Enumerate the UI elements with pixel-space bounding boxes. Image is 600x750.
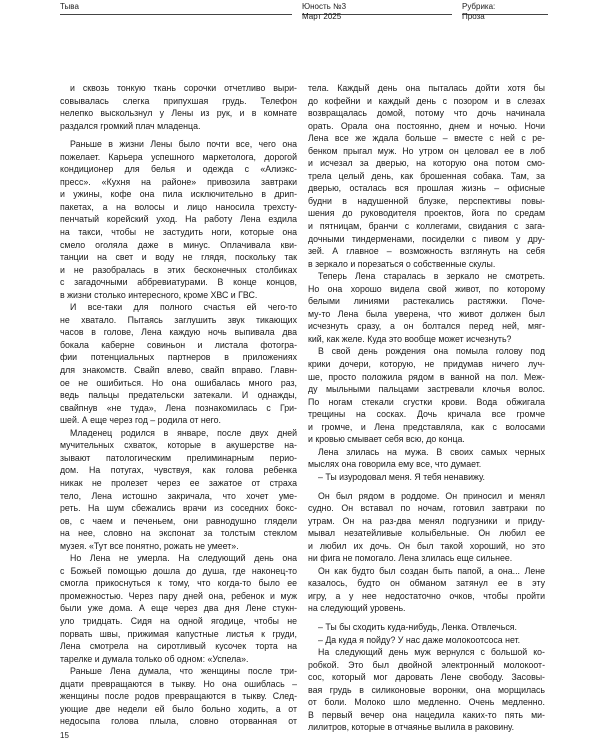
text-line: и не разобралась в этих бесконечных столбиках xyxy=(60,264,297,275)
text-line: бокала каберне совиньон и листала фотогра- xyxy=(60,339,297,350)
text-line: По ногам стекали сгустки крови. Вода обжигала xyxy=(308,396,545,407)
text-line: были уже дома. А еще через два дня Лене стукн- xyxy=(60,603,297,614)
text-line: В свой день рождения она помыла голову под xyxy=(318,346,545,357)
text-line: зывают патологическим прелиминарным перио- xyxy=(60,452,297,463)
text-line: ующие две недели ей было больно ходить, а от xyxy=(60,703,297,714)
text-line: часов в голове, Лена каждую ночь выпивала два xyxy=(60,327,297,338)
text-line: пенчатый корейский уход. На работу Лена ездила xyxy=(60,214,297,225)
text-line: будни в надушенной блузке, перспективы повы- xyxy=(308,195,545,206)
text-line: тело, Лена истошно закричала, что хочет уме- xyxy=(60,490,297,501)
text-line: не хватало. Пытаясь заглушить звук тикающих xyxy=(60,314,297,325)
text-line: Он был рядом в роддоме. Он приносил и менял xyxy=(318,490,545,501)
text-line: мыслях она говорила ему все, что думает. xyxy=(308,459,482,470)
text-line: Лена смотрела на сиротливый кусочек торта на xyxy=(60,641,297,652)
text-line: на следующий уровень. xyxy=(308,603,406,614)
text-line: пакетах, а на волосы и лицо наносила трехсту- xyxy=(60,201,297,212)
text-line: белыми линиями растекались растяжки. Поче- xyxy=(308,296,545,307)
text-line: от боли. Молоко шло медленно. Очень медленно. xyxy=(308,697,545,708)
text-line: Но Лена не умерла. На следующий день она xyxy=(70,553,297,564)
header-rubric xyxy=(462,2,495,22)
text-line: и любил их дочь. Он был такой хороший, но это xyxy=(308,540,545,551)
text-line: ведь пальцы предательски затекали. И однажды, xyxy=(60,390,297,401)
text-line: смело оголяла даже в минус. Оплачивала кви- xyxy=(60,239,297,250)
text-line: В первый вечер она нацедила каких-то пять ми- xyxy=(308,709,545,720)
text-line: свайпнув «не туда», Лена познакомилась с Гри- xyxy=(60,402,297,413)
text-line: до кофейни и каждый день с позором и в слезах xyxy=(308,95,545,106)
text-line: зей. А главное – возможность взглянуть на себя xyxy=(308,246,545,257)
text-line: порвать швы, прижимая капустные листья к груди, xyxy=(60,628,297,639)
text-line: Лена злилась на мужа. В своих самых черных xyxy=(318,446,545,457)
text-line: ов, с чаем и печеньем, они равнодушно глядели xyxy=(60,515,297,526)
text-line: сос, который мог даровать Лене свободу. Засовы- xyxy=(308,672,545,683)
text-line: танции на свет и воду не глядя, поскольку так xyxy=(60,252,297,263)
text-line: смогла прикоснуться к тому, что когда-то было ее xyxy=(60,578,297,589)
text-column-left xyxy=(60,82,297,728)
text-line: крики дочери, которую, не придумав ничего луч- xyxy=(308,359,545,370)
text-line: и исчезал за дверью, на которую она потом смо- xyxy=(308,158,545,169)
header-rule-region xyxy=(60,14,292,15)
text-line: на такси, чтобы не застудить ноги, которые она xyxy=(60,227,297,238)
text-line: мучительных схваток, которые в акушерстве на- xyxy=(60,440,297,451)
text-line: ше, просто положила рядом в ванной на пол. Меж- xyxy=(308,371,545,382)
text-line: недосыпа голова плыла, словно оторванная от xyxy=(60,716,297,727)
text-column-right xyxy=(308,82,545,734)
text-line: уло тридцать. Сидя на одной ягодице, чтобы не xyxy=(60,615,297,626)
text-line: орать. Орала она постоянно, днем и ночью. Ночи xyxy=(308,120,545,131)
text-line: в зеркало и порезаться о собственные скулы. xyxy=(308,258,496,269)
text-line: дом. На потугах, чувствуя, как голова ребенка xyxy=(60,465,297,476)
text-line: нелепко выскользнул у Лены из рук, и в комнате xyxy=(60,108,297,119)
text-line: Лена все же ждала больше – вместе с ней с ре- xyxy=(308,133,545,144)
text-line: И все-таки для полного счастья ей чего-то xyxy=(70,302,297,313)
text-line: шей. А еще через год – родила от него. xyxy=(60,415,221,426)
text-line: ое не ошибиться. Но она ошибалась много раз, xyxy=(60,377,297,388)
text-line: никак не пролезет через ее зажатое от страха xyxy=(60,477,297,488)
text-line: казалось, будто он обманом затянул ее в эту xyxy=(308,578,545,589)
text-line: утрам. Он на раз-два менял подгузники и приду- xyxy=(308,515,545,526)
page-number: 15 xyxy=(60,731,69,740)
text-line: тарелке и думала только об одном: «Успела». xyxy=(60,653,249,664)
text-line: тела. Каждый день она пыталась дойти хотя бы xyxy=(308,83,545,93)
text-line: ду мыльными пальцами застревали клочья волос. xyxy=(308,384,545,395)
text-line: с загадочными аббревиатурами. В конце концов, xyxy=(60,277,297,288)
text-line: фии потенциальных партнеров в приложениях xyxy=(60,352,297,363)
text-line: Младенец родился в январе, после двух дней xyxy=(70,427,297,438)
text-line: Раньше в жизни Лены было почти все, чего она xyxy=(70,139,297,150)
text-line: дцати превращаются в тыкву. Но она ошиблась – xyxy=(60,678,297,689)
text-line: Теперь Лена старалась в зеркало не смотреть. xyxy=(318,271,545,282)
text-line: дочными тиндерменами, посиделки с пивом у дру- xyxy=(308,233,545,244)
running-head xyxy=(0,0,600,40)
text-line: Но она хорошо видела свой живот, по которому xyxy=(308,283,545,294)
text-line: на нее, словно на экспонат за толстым стеклом xyxy=(60,528,297,539)
text-line: реть. На шум сбежались врачи из соседних бокс- xyxy=(60,503,297,514)
text-line: и громче, и Лена представляла, как с волосами xyxy=(308,421,545,432)
header-rubric-value: Проза xyxy=(462,12,485,21)
header-issue-date: Март 2025 xyxy=(302,12,342,21)
text-line: му-то Лена была уверена, что живот должен был xyxy=(308,308,545,319)
text-line: и ужины, кофе она пила исключительно в дрип- xyxy=(60,189,297,200)
text-line: музея. «Тут все понятно, рожать не умеет». xyxy=(60,540,239,551)
text-line: пресс». «Кухня на районе» привозила завтраки xyxy=(60,176,297,187)
text-line: игру, а у нее недостаточно очков, чтобы пройти xyxy=(308,590,545,601)
text-line: и пятницам, бранчи с коллегами, свидания с зага- xyxy=(308,221,545,232)
header-region-label: Тыва xyxy=(60,2,79,11)
text-line: – Ты изуродовал меня. Я тебя ненавижу. xyxy=(318,471,485,482)
text-line: дверью, осталась вся прошлая жизнь – офисные xyxy=(308,183,545,194)
text-line: трела целый день, как брошенная собака. Там, за xyxy=(308,170,545,181)
header-rubric-label: Рубрика: xyxy=(462,2,496,11)
text-line: шения до руководителя проектов, йога по средам xyxy=(308,208,545,219)
text-line: ни фига не помогало. Лена злилась еще сильнее. xyxy=(308,553,513,564)
text-line: раздался громкий плач младенца. xyxy=(60,120,201,131)
text-line: в жизни столько интересного, кроме ХВС и ГВС. xyxy=(60,289,258,300)
text-line: вая грудь в силиконовые воронки, она морщилась xyxy=(308,684,545,695)
text-line: и сквозь тонкую ткань сорочки отчетливо выри- xyxy=(70,83,297,93)
text-line: Он как будто был создан быть папой, а она... Лене xyxy=(318,565,545,576)
text-line: бенком прыгал муж. Но утром он целовал ее в лоб xyxy=(308,145,545,156)
text-line: мывал незатейливые колыбельные. Он любил ее xyxy=(308,528,545,539)
text-line: и кровью смывает себя всю, до конца. xyxy=(308,434,465,445)
text-line: – Да куда я пойду? У нас даже молокоотсоса нет. xyxy=(318,634,521,645)
text-line: Раньше Лена думала, что женщины после три- xyxy=(70,666,297,677)
text-line: промежностью. Через пару дней она, ребенок и муж xyxy=(60,590,297,601)
text-line: женщины после родов превращаются в тыкву. След- xyxy=(60,691,297,702)
text-line: совывалась слегка припухшая грудь. Телефон xyxy=(60,95,297,106)
text-line: для знакомств. Свайп влево, свайп вправо. Главн- xyxy=(60,365,297,376)
text-line: с Божьей помощью дошла до душа, где наконец-то xyxy=(60,565,297,576)
text-line: кий, как желе. Куда это вообще может исчезнуть? xyxy=(308,333,512,344)
text-line: исчезнуть сразу, а он болтался перед ней, мяг- xyxy=(308,321,545,332)
header-issue-number: Юность №3 xyxy=(302,2,347,11)
text-line: – Ты бы сходить куда-нибудь, Ленка. Отвлечься. xyxy=(318,621,517,632)
header-issue xyxy=(302,2,346,22)
text-line: робкой. Это был двойной электронный молокоот- xyxy=(308,659,545,670)
text-line: пожелает. Карьера успешного маркетолога, дорогой xyxy=(60,151,297,162)
header-region xyxy=(60,2,79,12)
text-line: возвращалась домой, потому что дочь начинала xyxy=(308,108,545,119)
text-line: лилитров, которые в отчаянье вылила в раковину. xyxy=(308,722,515,733)
text-line: судно. Он вставал по ночам, готовил завтраки по xyxy=(308,503,545,514)
text-line: трещины на сосках. Дочь кричала все громче xyxy=(308,409,545,420)
text-line: На следующий день муж вернулся с большой ко- xyxy=(318,647,545,658)
text-line: кондиционер для белья и одежда с «Алиэкс- xyxy=(60,164,297,175)
